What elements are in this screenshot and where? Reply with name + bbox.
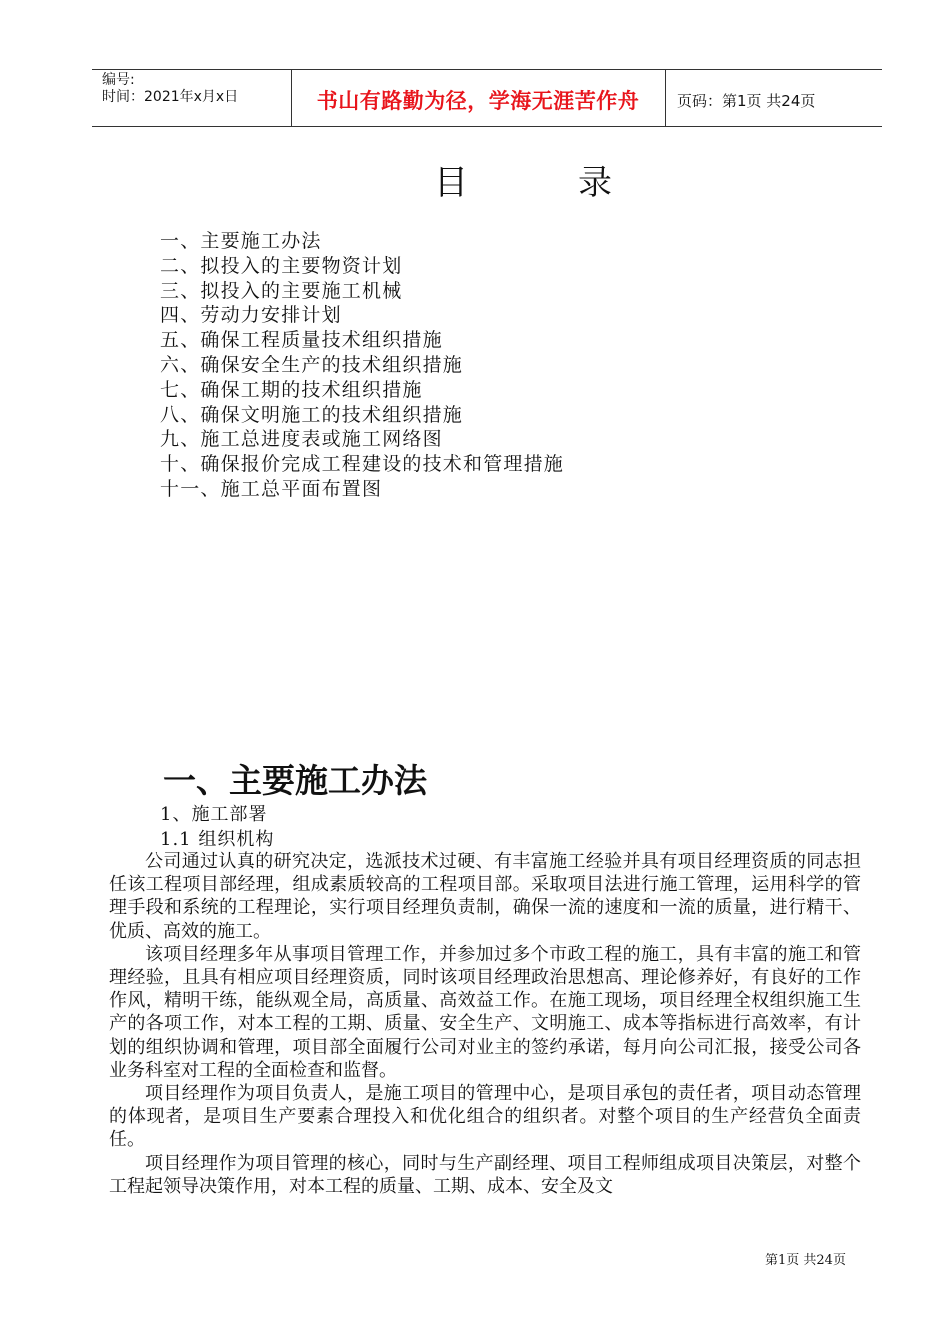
toc-item: 二、拟投入的主要物资计划: [160, 254, 403, 277]
footer-page-number: 第1页 共24页: [765, 1253, 846, 1268]
paragraph: 项目经理作为项目负责人，是施工项目的管理中心，是项目承包的责任者，项目动态管理的体现者，是项目生产要素合理投入和优化组合的组织者。对整个项目的生产经营负全面责任。: [109, 1083, 861, 1151]
header-page-number: 页码：第1页 共24页: [677, 92, 816, 110]
header-divider: [291, 70, 292, 126]
toc-title-char: 目: [434, 163, 468, 203]
toc-item: 四、劳动力安排计划: [160, 304, 342, 327]
toc-list: [160, 229, 564, 502]
subsection-heading: 1、施工部署: [160, 804, 268, 825]
header-meta: [102, 72, 238, 106]
page-header: [92, 69, 882, 127]
doc-time-label: 时间：2021年x月x日: [102, 89, 239, 105]
toc-item: 十一、施工总平面布置图: [160, 477, 383, 500]
paragraph: 该项目经理多年从事项目管理工作，并参加过多个市政工程的施工，具有丰富的施工和管理经验，且具有相应项目经理资质，同时该项目经理政治思想高、理论修养好，有良好的工作作风，精明干练，能纵观全局，高质量、高效益工作。在施工现场，项目经理全权组织施工生产的各项工作，对本工程的工期、质量、安全生产、文明施工、成本等指标进行高效率，有计划的组织协调和管理，项目部全面履行公司对业主的签约承诺，每月向公司汇报，接受公司各业务科室对工程的全面检查和监督。: [109, 943, 861, 1081]
toc-title-char: 录: [578, 163, 612, 203]
section-heading: 一、主要施工办法: [163, 761, 427, 800]
header-divider: [665, 70, 666, 126]
toc-item: 十、确保报价完成工程建设的技术和管理措施: [160, 453, 565, 476]
doc-code-label: 编号:: [102, 72, 135, 88]
toc-item: 三、拟投入的主要施工机械: [160, 279, 403, 302]
toc-item: 七、确保工期的技术组织措施: [160, 378, 423, 401]
toc-item: 九、施工总进度表或施工网络图: [160, 428, 443, 451]
toc-item: 八、确保文明施工的技术组织措施: [160, 403, 464, 426]
toc-item: 六、确保安全生产的技术组织措施: [160, 353, 464, 376]
toc-item: 五、确保工程质量技术组织措施: [160, 329, 443, 352]
header-motto: 书山有路勤为径，学海无涯苦作舟: [316, 89, 640, 113]
section-body: [109, 850, 861, 1198]
subsection-heading: 1.1 组织机构: [160, 829, 275, 850]
paragraph: 公司通过认真的研究决定，选派技术过硬、有丰富施工经验并具有项目经理资质的同志担任该工程项目部经理，组成素质较高的工程项目部。采取项目法进行施工管理，运用科学的管理手段和系统的工程理论，实行项目经理负责制，确保一流的速度和一流的质量，进行精干、优质、高效的施工。: [109, 851, 861, 942]
paragraph: 项目经理作为项目管理的核心，同时与生产副经理、项目工程师组成项目决策层，对整个工程起领导决策作用，对本工程的质量、工期、成本、安全及文: [109, 1152, 861, 1197]
toc-item: 一、主要施工办法: [160, 230, 322, 252]
